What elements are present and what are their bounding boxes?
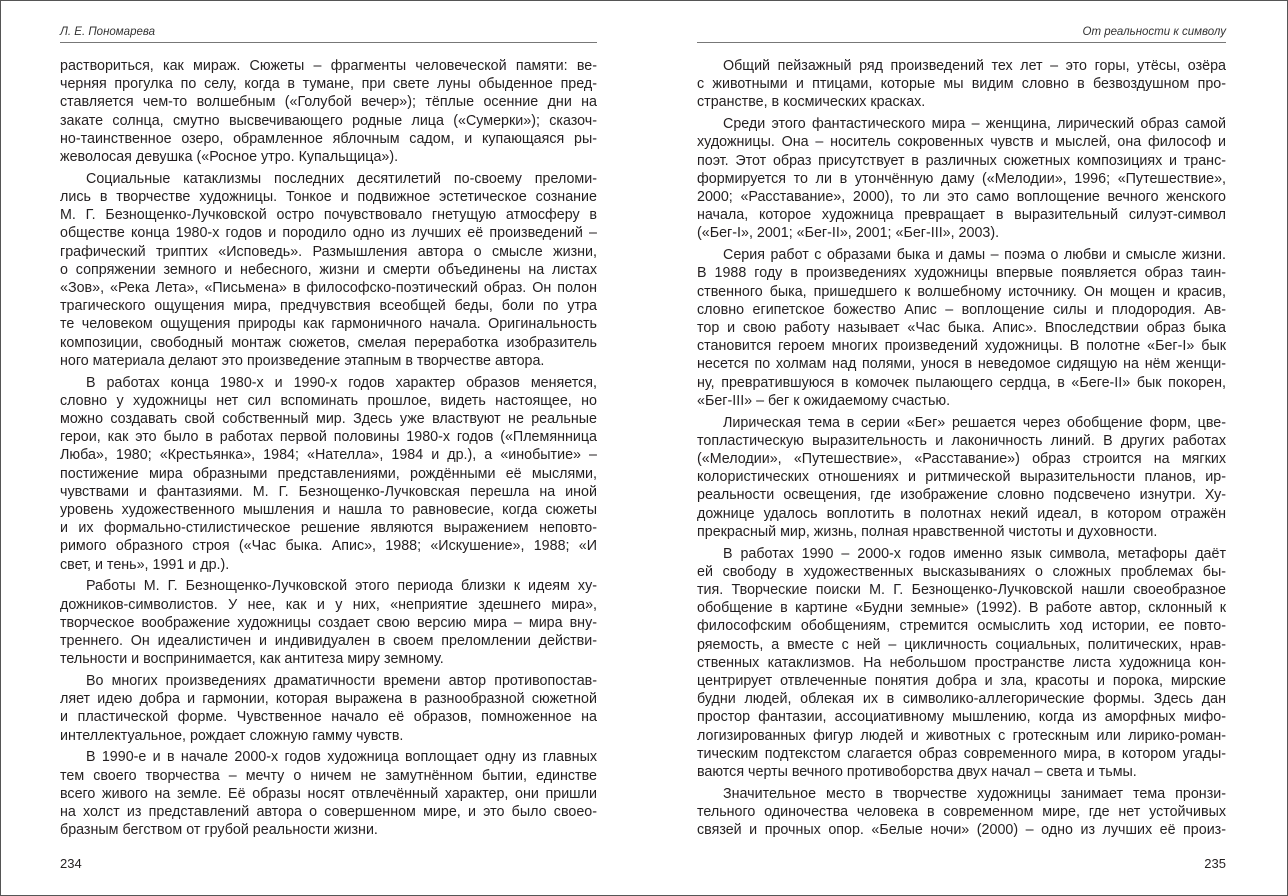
text-line: Общий пейзажный ряд произведений тех лет – это горы, утёсы, озёра [723,58,1226,74]
text-line: бразным бегством от грубой реальности жизни. [60,822,378,839]
text-line: начала, которое художница превращает в выразительный силуэт-символ [697,207,1226,224]
text-line: связей и прочных опор. «Белые ночи» (2000) – одно из лучших её произ- [697,822,1226,839]
text-line: прекрасный мир, жизнь, полная нравственной чистоты и духовности. [697,523,1158,540]
text-line: треннего. Он идеалистичен и индивидуален в своем преломлении действи- [60,633,597,650]
text-line: Серия работ с образами быка и дамы – поэма о любви и смысле жизни. [723,247,1226,264]
text-line: ного материала делают это произведение этапным в творчестве автора. [60,352,545,369]
text-line: «Зов», «Река Лета», «Письмена» в философско-поэтический образ. Он полон [60,280,597,297]
text-line: тем своего творчества – мечту о ничем не замутнённом бытии, единстве [60,767,597,784]
text-line: поэт. Этот образ присутствует в различных сюжетных композициях и транс- [697,152,1226,169]
text-line: черняя прогулка по селу, когда в тумане, при свете луны обыденное пред- [60,76,597,93]
text-line: трагического ощущения мира, предчувствия всеобщей беды, боли по утра [60,298,597,315]
text-line: реальности освещения, где изображение словно подсвечено изнутри. Ху- [697,487,1226,504]
page-number: 235 [1204,856,1226,871]
text-line: ляет идею добра и гармонии, которая выражена в разнообразной сюжетной [60,691,597,708]
text-line: постижение мира образными представлениями, рождёнными её мыслями, [60,465,597,482]
left-page [60,0,597,896]
text-line: колористических отношениях и ритмической выразительности планов, ир- [697,469,1226,486]
text-line: будни людей, облекая их в символико-аллегорические формы. Здесь дан [697,691,1226,708]
paragraph [60,170,597,370]
text-line: жеволосая девушка («Росное утро. Купальщица»). [60,149,399,166]
text-line: герои, как это было в работах первой половины 1980-х годов («Племянница [60,429,597,446]
text-line: «Бег-III» – бег к ожидаемому счастью. [697,392,951,409]
text-line: свет, и тень», 1991 и др.). [60,556,230,573]
text-line: ставляется чем-то волшебным («Голубой вечер»); тёплые осенние дни на [60,94,597,111]
header-rule [697,42,1226,43]
text-line: ну, превратившуюся в комочек пылающего сердца, в «Беге-II» бык покорен, [697,374,1226,391]
text-line: лись в творчестве художницы. Тонкое и подвижное эстетическое сознание [60,189,597,206]
text-line: обобщение в картине «Будни земные» (1992). В работе автор, склонный к [697,600,1226,617]
paragraph [60,672,597,745]
text-line: тельности и воспринимается, как антитеза миру земному. [60,651,444,668]
text-line: В работах 1990 – 2000-х годов именно язык символа, метафоры даёт [723,545,1226,562]
running-head-author: Л. Е. Пономарева [60,26,156,38]
text-line: ственного быка, пришедшего к волшебному источнику. Он мощен и красив, [697,283,1226,300]
text-line: словно египетское божество Апис – воплощение силы и плодородия. Ав- [697,301,1226,318]
paragraph [697,545,1226,782]
paragraph [697,115,1226,242]
text-line: Среди этого фантастического мира – женщина, лирический образ самой [723,116,1226,133]
text-line: и пластической форме. Чувственное начало её образов, помноженное на [60,709,597,726]
text-line: но-таинственное озеро, обрамленное яблочным садом, и купающаяся ры- [60,130,597,147]
text-line: центрирует отвлеченные понятия добра и зла, красоты и порока, мирские [697,673,1226,690]
text-line: те человеком ощущения природы как гармоничного начала. Оригинальность [60,316,597,333]
text-line: Во многих произведениях драматичности времени автор противопостав- [86,673,597,690]
paragraph [60,748,597,839]
header-rule [60,42,597,43]
text-line: римого образного строя («Час быка. Апис», 1988; «Искушение», 1988; «И [60,538,597,555]
text-line: раствориться, как мираж. Сюжеты – фрагменты человеческой памяти: ве- [60,58,597,74]
text-line: логизированных фигур людей и животных с гротескным или лирико-роман- [697,727,1226,744]
text-line: на холст из представлений автора о совершенном мире, и это было своео- [60,804,597,821]
text-line: композиции, свободный монтаж сюжетов, смелая переработка изобразитель [60,334,597,351]
text-line: о сопряжении земного и небесного, жизни и смерти объединены на листах [60,261,597,278]
text-line: тическим подтекстом слагается образ современного мира, в котором угады- [697,745,1226,762]
text-line: чувствами и фантазиями. М. Г. Безнощенко-Лучковская перешла на иной [60,483,597,500]
text-line: 2000; «Расставание», 2000), то ли это само воплощение вечного женского [697,189,1226,206]
text-line: ряемость, а вместе с ней – цикличность социальных, политических, нрав- [697,636,1226,653]
text-line: обществе конца 1980-х годов и породило одно из лучших её произведений – [60,225,597,242]
text-line: закате солнца, смутно высвечивающего родные лица («Сумерки»); сказоч- [60,112,597,129]
text-line: уровень художественного мышления и нашла то равновесие, когда сюжеты [60,502,597,519]
text-line: Значительное место в творчестве художницы занимает тема пронзи- [723,785,1226,802]
text-line: топластическую выразительность и лаконичность линий. В других работах [697,432,1226,449]
text-line: и их формально-стилистическое решение являются выражением неповто- [60,520,597,537]
text-line: Лирическая тема в серии «Бег» решается через обобщение форм, цве- [723,414,1226,431]
text-line: можно создавать свой собственный мир. Здесь уже властвуют не реальные [60,411,597,428]
paragraph [60,57,597,166]
text-line: простор фантазии, ассоциативному мышлению, когда из аморфных мифо- [697,709,1226,726]
paragraph [60,374,597,574]
text-line: формируется то ли в утончённую даму («Мелодии», 1996; «Путешествие», [697,170,1226,187]
paragraph [697,414,1226,541]
text-line: («Бег-I», 2001; «Бег-II», 2001; «Бег-III», 2003). [697,225,1000,242]
text-line: ственных катаклизмов. На небольшом пространстве листа художница кон- [697,654,1226,671]
text-line: художницы. Она – носитель сокровенных чувств и мыслей, она философ и [697,134,1226,151]
body-text [60,57,597,843]
text-line: тор и свою работу называет «Час быка. Апис». Впоследствии образ быка [697,320,1226,337]
text-line: Социальные катаклизмы последних десятилетий по-своему преломи- [86,170,597,187]
text-line: становится героем многих произведений художницы. В полотне «Бег-I» бык [697,338,1226,355]
paragraph [697,785,1226,840]
text-line: графический триптих «Исповедь». Размышления автора о смысле жизни, [60,243,597,260]
paragraph [697,57,1226,112]
text-line: словно у художницы нет сил вспоминать прошлое, видеть настоящее, но [60,392,597,409]
page-number: 234 [60,856,82,871]
right-page [697,0,1226,896]
text-line: Люба», 1980; «Крестьянка», 1984; «Нателла», 1984 и др.), а «инобытие» – [60,447,597,464]
text-line: тия. Творческие поиски М. Г. Безнощенко-Лучковской нашли своеобразное [697,582,1226,599]
text-line: тельного одиночества человека в современном мире, где нет устойчивых [697,804,1226,821]
text-line: Работы М. Г. Безнощенко-Лучковской этого периода близки к идеям ху- [86,578,597,595]
text-line: («Мелодии», «Путешествие», «Расставание») образ строится на мягких [697,451,1226,468]
text-line: дожнице удалось воплотить в полотнах некий идеал, в котором отражён [697,505,1226,522]
text-line: ей свободу в художественных высказываниях о сложных проблемах бы- [697,563,1226,580]
paragraph [60,577,597,668]
text-line: ваются черты вечного противоборства двух начал – света и тьмы. [697,764,1137,781]
text-line: с животными и птицами, которые мы видим словно в безвоздушном про- [697,76,1226,93]
text-line: всего живого на земле. Её образы носят отвлечённый характер, они пришли [60,785,597,802]
text-line: странстве, в космических красках. [697,94,926,111]
text-line: несется по холмам над полями, унося в неведомое сидящую на нём женщи- [697,356,1226,373]
text-line: В работах конца 1980-х и 1990-х годов характер образов меняется, [86,374,597,391]
text-line: В 1990-е и в начале 2000-х годов художница воплощает одну из главных [86,749,597,766]
text-line: философским обобщениям, стремится осмыслить ход истории, ее повто- [697,618,1226,635]
paragraph [697,246,1226,410]
text-line: В 1988 году в произведениях художницы впервые появляется образ таин- [697,265,1226,282]
text-line: интеллектуальное, рождает сложную гамму чувств. [60,727,404,744]
running-head-chapter: От реальности к символу [1082,26,1226,38]
text-line: творческое воображение художницы создает свою версию мира – мира вну- [60,614,597,631]
text-line: дожников-символистов. У нее, как и у них, «неприятие здешнего мира», [60,596,597,613]
text-line: М. Г. Безнощенко-Лучковской остро почувствовало гнетущую атмосферу в [60,207,597,224]
body-text [697,57,1226,843]
